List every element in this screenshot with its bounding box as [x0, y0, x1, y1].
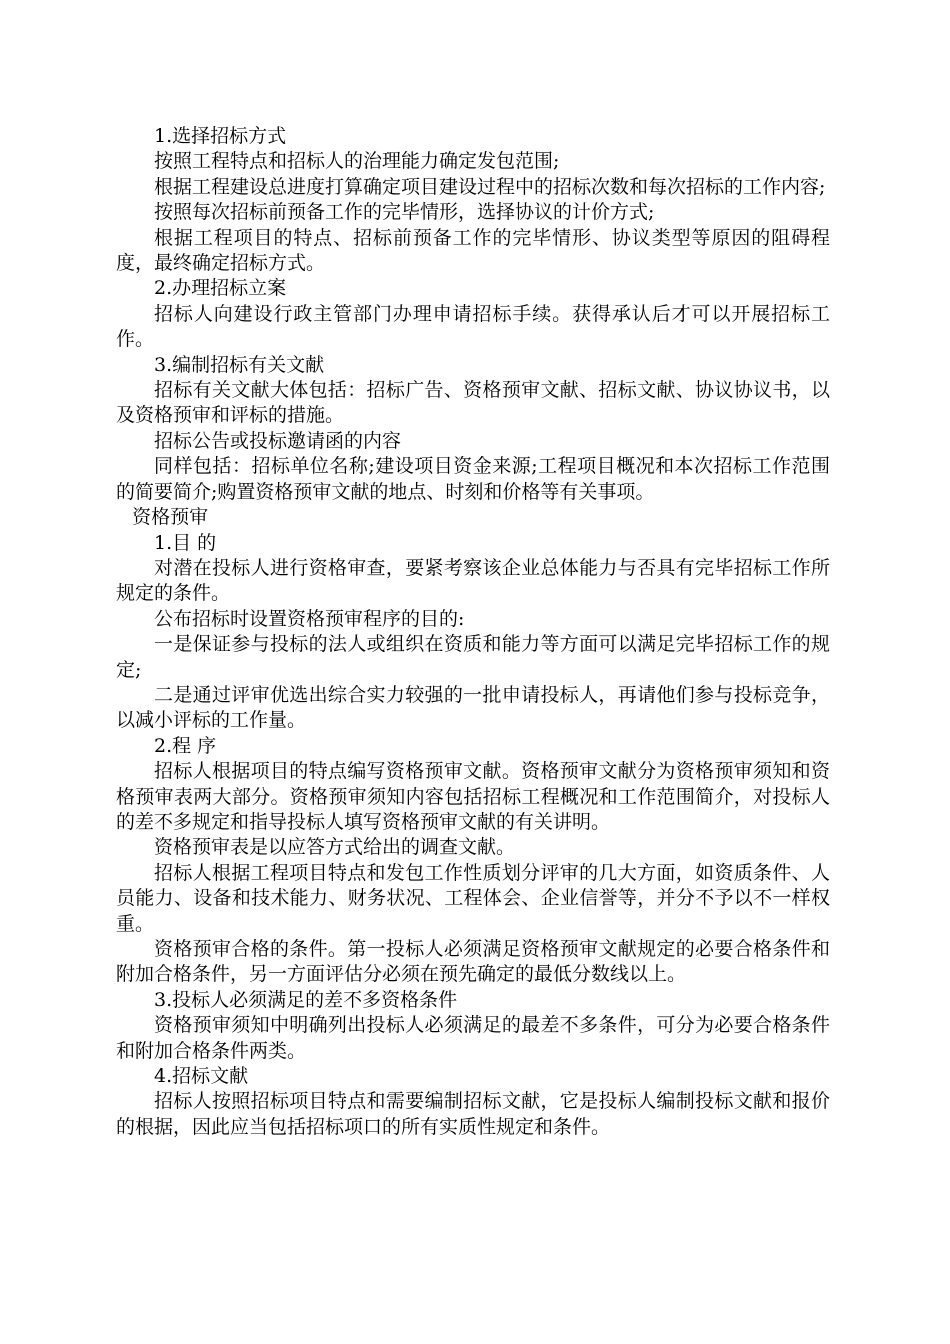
paragraph: 二是通过评审优选出综合实力较强的一批申请投标人，再请他们参与投标竞争，以减小评标的工作量。 — [116, 683, 830, 732]
section-title-prequalification: 资格预审 — [132, 506, 209, 529]
paragraph: 招标公告或投标邀请函的内容 — [154, 429, 402, 452]
heading-bidding-documents: 3.编制招标有关文献 — [154, 353, 325, 376]
paragraph: 资格预审须知中明确列出投标人必须满足的最差不多条件，可分为必要合格条件和附加合格条件两类。 — [116, 1014, 830, 1062]
heading-choose-bidding-method: 1.选择招标方式 — [154, 125, 287, 147]
paragraph: 招标人根据工程项目特点和发包工作性质划分评审的几大方面，如资质条件、人员能力、设备和技术能力、财务状况、工程体会、企业信誉等，并分不予以不一样权重。 — [116, 861, 830, 935]
paragraph: 根据工程项目的特点、招标前预备工作的完毕情形、协议类型等原因的阻碍程度，最终确定招标方式。 — [116, 226, 830, 275]
paragraph: 资格预审合格的条件。第一投标人必须满足资格预审文献规定的必要合格条件和附加合格条件，另一方面评估分必须在预先确定的最低分数线以上。 — [116, 938, 830, 986]
paragraph: 公布招标时设置资格预审程序的目的: — [154, 607, 465, 630]
heading-tender-documents: 4.招标文献 — [154, 1065, 249, 1088]
paragraph: 同样包括：招标单位名称;建设项目资金来源;工程项目概况和本次招标工作范围的简要简介;购置资格预审文献的地点、时刻和价格等有关事项。 — [116, 455, 830, 503]
paragraph: 按照每次招标前预备工作的完毕情形，选择协议的计价方式; — [154, 201, 655, 224]
paragraph: 招标有关文献大体包括：招标广告、资格预审文献、招标文献、协议协议书，以及资格预审和评标的措施。 — [116, 379, 830, 427]
document-page — [116, 124, 830, 1140]
paragraph: 根据工程建设总进度打算确定项目建设过程中的招标次数和每次招标的工作内容; — [154, 175, 826, 198]
paragraph: 招标人向建设行政主管部门办理申请招标手续。获得承认后才可以开展招标工作。 — [116, 302, 830, 351]
paragraph: 招标人按照招标项目特点和需要编制招标文献，它是投标人编制投标文献和报价的根据，因此应当包括招标项口的所有实质性规定和条件。 — [116, 1090, 830, 1138]
heading-procedure: 2.程 序 — [154, 734, 217, 757]
heading-basic-qualification: 3.投标人必须满足的差不多资格条件 — [154, 988, 458, 1011]
paragraph: 对潜在投标人进行资格审查，要紧考察该企业总体能力与否具有完毕招标工作所规定的条件。 — [116, 556, 830, 605]
heading-purpose: 1.目 的 — [154, 531, 217, 554]
paragraph: 招标人根据项目的特点编写资格预审文献。资格预审文献分为资格预审须知和资格预审表两大部分。资格预审须知内容包括招标工程概况和工作范围简介，对投标人的差不多规定和指导投标人填写资格预审文献的有关讲明。 — [116, 760, 830, 833]
paragraph: 资格预审表是以应答方式给出的调查文献。 — [154, 836, 516, 859]
paragraph: 一是保证参与投标的法人或组织在资质和能力等方面可以满足完毕招标工作的规定; — [116, 633, 830, 681]
heading-bidding-registration: 2.办理招标立案 — [154, 277, 287, 300]
paragraph: 按照工程特点和招标人的治理能力确定发包范围; — [154, 150, 560, 173]
